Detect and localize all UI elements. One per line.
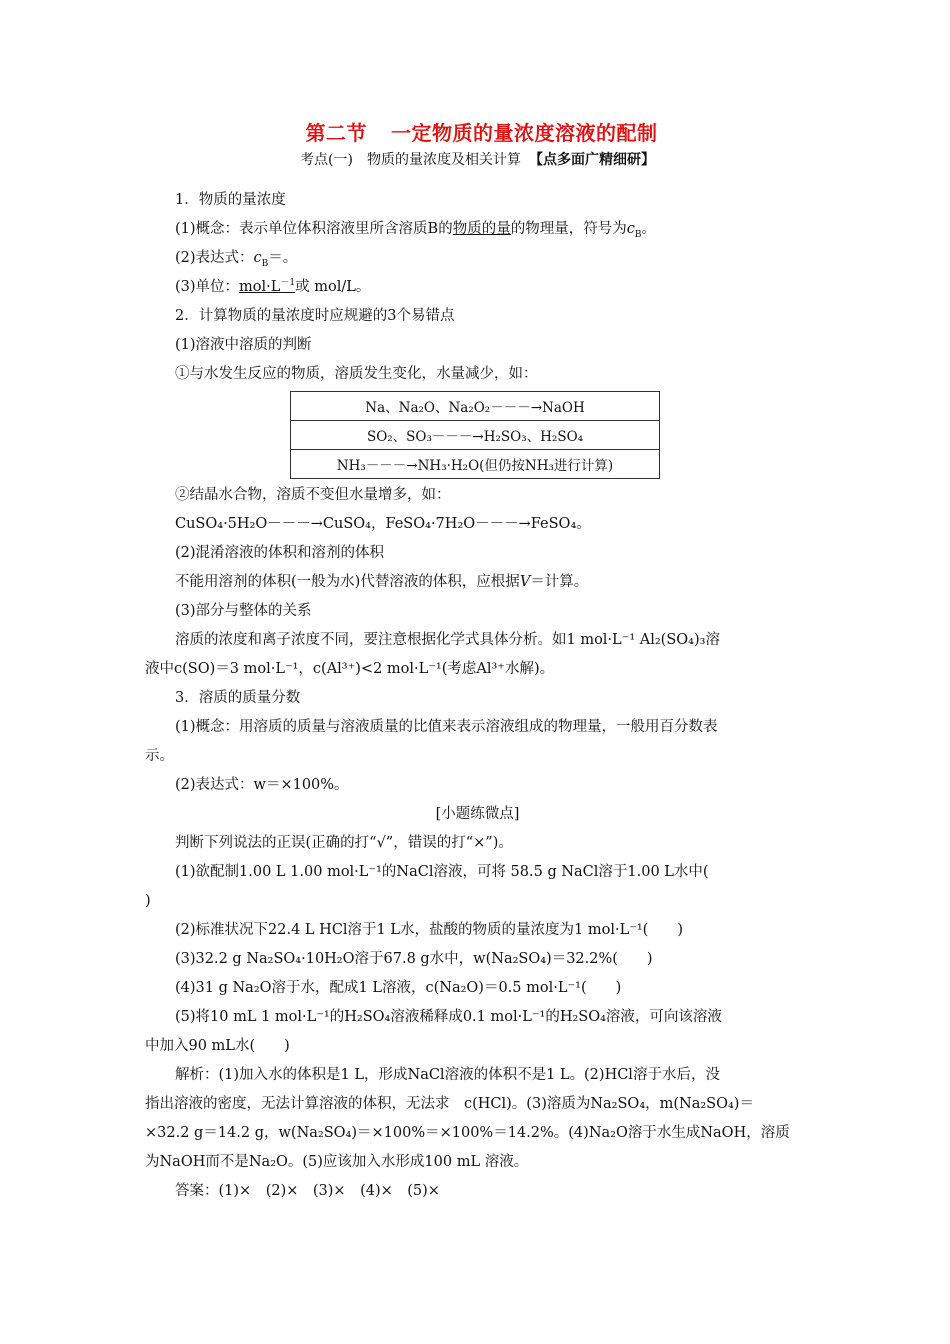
s2-sub3-line1: 溶质的浓度和离子浓度不同，要注意根据化学式具体分析。如1 mol·L⁻¹ Al₂(SO₄)₃溶 (175, 632, 720, 648)
s2-item1: ①与水发生反应的物质，溶质发生变化，水量减少，如： (175, 366, 538, 382)
question-5-line1: (5)将10 mL 1 mol·L⁻¹的H₂SO₄溶液稀释成0.1 mol·L⁻¹的H₂SO₄溶液，可向该溶液 (175, 1009, 722, 1025)
s1-concept-underlined: 物质的量 (452, 221, 511, 237)
table-row (291, 421, 660, 450)
s3-heading: 3．溶质的质量分数 (175, 690, 301, 706)
analysis-line1: 解析：(1)加入水的体积是1 L，形成NaCl溶液的体积不是1 L。(2)HCl溶于水后，没 (175, 1067, 720, 1083)
analysis-line3: ×32.2 g＝14.2 g，w(Na₂SO₄)＝×100%＝×100%＝14.2%。(4)Na₂O溶于水生成NaOH，溶质 (145, 1125, 790, 1141)
reaction-table (290, 391, 660, 479)
s2-sub3-line2: 液中c(SO)＝3 mol·L⁻¹，c(Al³⁺)<2 mol·L⁻¹(考虑Al³⁺水解)。 (145, 661, 555, 677)
s1-concept-subscript: B (634, 229, 642, 240)
s1-unit-underlined (239, 279, 295, 295)
question-1-line1: (1)欲配制1.00 L 1.00 mol·L⁻¹的NaCl溶液，可将 58.5 g NaCl溶于1.00 L水中( (175, 864, 709, 880)
s1-concept-symbol: c (626, 221, 635, 237)
s3-concept-line1: (1)概念：用溶质的质量与溶液质量的比值来表示溶液组成的物理量，一般用百分数表 (175, 719, 718, 735)
s2-sub2-text (145, 568, 810, 597)
s1-unit-text: (3)单位： (175, 279, 240, 295)
s1-concept-end: 。 (641, 221, 656, 237)
table-cell: SO₂、SO₃－－－→H₂SO₃、H₂SO₄ (291, 421, 660, 450)
subtitle-tag: 【点多面广精细研】 (528, 152, 655, 168)
subtitle-text: 考点(一) 物质的量浓度及相关计算 (300, 152, 521, 168)
s2-heading: 2．计算物质的量浓度时应规避的3个易错点 (175, 308, 455, 324)
section-number: 第二节 (305, 121, 367, 145)
s1-unit-end: 或 mol/L。 (295, 279, 371, 295)
s3-expression: (2)表达式：w＝×100%。 (175, 777, 349, 793)
s2-sub1: (1)溶液中溶质的判断 (175, 337, 312, 353)
s2-sub2-text-b: ＝计算。 (530, 574, 589, 590)
question-3: (3)32.2 g Na₂SO₄·10H₂O溶于67.8 g水中，w(Na₂SO₄)＝32.2%( ) (175, 951, 653, 967)
section-title: 一定物质的量浓度溶液的配制 (391, 121, 658, 145)
s2-item2: ②结晶水合物，溶质不变但水量增多，如： (175, 487, 451, 503)
page-title (153, 118, 810, 148)
question-2: (2)标准状况下22.4 L HCl溶于1 L水，盐酸的物质的量浓度为1 mol·L⁻¹( ) (175, 922, 683, 938)
s1-expr-end: ＝。 (268, 250, 298, 266)
s2-sub3: (3)部分与整体的关系 (175, 603, 312, 619)
s1-unit-value: mol·L (239, 279, 281, 295)
s1-heading: 1．物质的量浓度 (175, 192, 286, 208)
s2-sub2-symbol: V (519, 574, 531, 590)
s2-sub2-text-a: 不能用溶剂的体积(一般为水)代替溶液的体积，应根据 (175, 574, 520, 590)
s1-unit-superscript: －1 (280, 278, 296, 289)
question-5-line2: 中加入90 mL水( ) (145, 1038, 290, 1054)
s1-concept-text-a: (1)概念：表示单位体积溶液里所含溶质B的 (175, 221, 453, 237)
table-row (291, 392, 660, 421)
table-cell: Na、Na₂O、Na₂O₂－－－→NaOH (291, 392, 660, 421)
s1-expression (145, 244, 810, 273)
table-row (291, 450, 660, 479)
analysis-line4: 为NaOH而不是Na₂O。(5)应该加入水形成100 mL 溶液。 (145, 1154, 529, 1170)
question-1-line2: ) (145, 893, 151, 909)
practice-heading: [小题练微点] (435, 806, 520, 822)
table-cell: NH₃－－－→NH₃·H₂O(但仍按NH₃进行计算) (291, 450, 660, 479)
s1-expr-symbol: c (253, 250, 262, 266)
practice-intro: 判断下列说法的正误(正确的打“√”，错误的打“×”)。 (175, 835, 513, 851)
document-page (145, 118, 810, 1206)
s2-sub2: (2)混淆溶液的体积和溶剂的体积 (175, 545, 385, 561)
analysis-line2: 指出溶液的密度，无法计算溶液的体积，无法求 c(HCl)。(3)溶质为Na₂SO₄，m(Na₂SO₄)＝ (145, 1096, 754, 1112)
s1-expr-text: (2)表达式： (175, 250, 254, 266)
s1-concept (145, 215, 810, 244)
s2-item2-example: CuSO₄·5H₂O－－－→CuSO₄，FeSO₄·7H₂O－－－→FeSO₄。 (175, 516, 591, 532)
answer-line: 答案：(1)× (2)× (3)× (4)× (5)× (175, 1183, 440, 1199)
subtitle (145, 148, 810, 172)
question-4: (4)31 g Na₂O溶于水，配成1 L溶液，c(Na₂O)＝0.5 mol·L⁻¹( ) (175, 980, 622, 996)
s3-concept-line2: 示。 (145, 748, 174, 764)
s1-expr-subscript: B (261, 258, 269, 269)
s1-concept-text-b: 的物理量，符号为 (510, 221, 627, 237)
s1-unit (145, 273, 810, 302)
